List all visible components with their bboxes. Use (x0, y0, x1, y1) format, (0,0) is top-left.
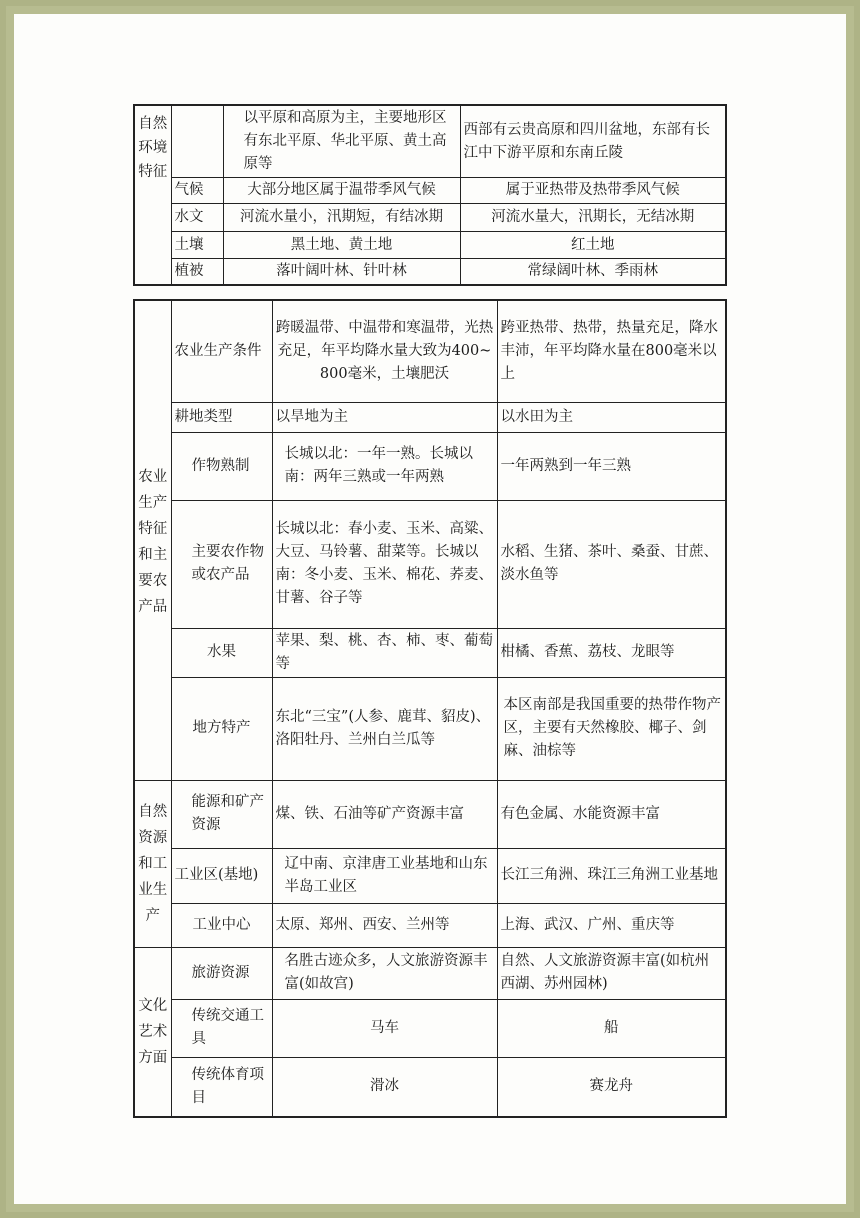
south-cell: 跨亚热带、热带，热量充足，降水丰沛，年平均降水量在800毫米以上 (497, 300, 726, 402)
row-label: 作物熟制 (171, 432, 272, 500)
north-cell: 长城以北：春小麦、玉米、高粱、大豆、马铃薯、甜菜等。长城以南：冬小麦、玉米、棉花、荞麦、甘薯、谷子等 (272, 500, 497, 628)
table-row (134, 1057, 726, 1117)
south-cell: 船 (497, 999, 726, 1057)
north-cell: 河流水量小，汛期短，有结冰期 (223, 204, 460, 232)
table-row (134, 432, 726, 500)
natural-environment-table (133, 104, 727, 286)
row-label: 工业中心 (171, 903, 272, 947)
north-cell: 大部分地区属于温带季风气候 (223, 178, 460, 204)
south-cell: 红土地 (460, 232, 726, 259)
south-cell: 赛龙舟 (497, 1057, 726, 1117)
table-row (134, 105, 726, 178)
south-cell: 柑橘、香蕉、荔枝、龙眼等 (497, 628, 726, 677)
north-cell: 落叶阔叶林、针叶林 (223, 259, 460, 286)
south-cell: 有色金属、水能资源丰富 (497, 780, 726, 848)
table-row (134, 780, 726, 848)
table-row (134, 259, 726, 286)
row-label: 植被 (171, 259, 223, 286)
row-label: 农业生产条件 (171, 300, 272, 402)
north-cell: 长城以北：一年一熟。长城以南：两年三熟或一年两熟 (272, 432, 497, 500)
south-cell: 长江三角洲、珠江三角洲工业基地 (497, 848, 726, 903)
table-row (134, 178, 726, 204)
north-cell: 苹果、梨、桃、杏、柿、枣、葡萄等 (272, 628, 497, 677)
category-label: 农业生产特征和主要农产品 (138, 469, 168, 616)
north-cell: 以旱地为主 (272, 402, 497, 432)
table-row (134, 999, 726, 1057)
north-cell: 太原、郑州、西安、兰州等 (272, 903, 497, 947)
row-label: 水文 (171, 204, 223, 232)
table-row (134, 628, 726, 677)
south-cell: 一年两熟到一年三熟 (497, 432, 726, 500)
row-label: 传统交通工具 (171, 999, 272, 1057)
north-cell: 马车 (272, 999, 497, 1057)
south-cell: 上海、武汉、广州、重庆等 (497, 903, 726, 947)
table-row (134, 947, 726, 999)
row-label: 地方特产 (171, 677, 272, 780)
row-label (171, 105, 223, 178)
table-row (134, 402, 726, 432)
table-row (134, 300, 726, 402)
row-label: 主要农作物或农产品 (171, 500, 272, 628)
row-label: 土壤 (171, 232, 223, 259)
production-culture-table (133, 299, 727, 1118)
table-row (134, 204, 726, 232)
table-row (134, 500, 726, 628)
south-cell: 以水田为主 (497, 402, 726, 432)
category-cell-culture: 文化艺术方面 (134, 947, 171, 1117)
category-cell: 自然环境特征 (134, 105, 171, 285)
table-row (134, 848, 726, 903)
north-cell: 煤、铁、石油等矿产资源丰富 (272, 780, 497, 848)
row-label: 能源和矿产资源 (171, 780, 272, 848)
north-cell: 东北“三宝”(人参、鹿茸、貂皮)、洛阳牡丹、兰州白兰瓜等 (272, 677, 497, 780)
category-cell-agriculture (134, 300, 171, 780)
north-cell: 辽中南、京津唐工业基地和山东半岛工业区 (272, 848, 497, 903)
north-cell: 以平原和高原为主，主要地形区有东北平原、华北平原、黄土高原等 (223, 105, 460, 178)
table-row (134, 232, 726, 259)
row-label: 水果 (171, 628, 272, 677)
south-cell: 河流水量大，汛期长，无结冰期 (460, 204, 726, 232)
row-label: 耕地类型 (171, 402, 272, 432)
south-cell: 自然、人文旅游资源丰富(如杭州西湖、苏州园林) (497, 947, 726, 999)
row-label: 旅游资源 (171, 947, 272, 999)
north-cell: 黑土地、黄土地 (223, 232, 460, 259)
north-cell: 名胜古迹众多，人文旅游资源丰富(如故宫) (272, 947, 497, 999)
south-cell: 本区南部是我国重要的热带作物产区，主要有天然橡胶、椰子、剑麻、油棕等 (497, 677, 726, 780)
south-cell: 属于亚热带及热带季风气候 (460, 178, 726, 204)
south-cell: 常绿阔叶林、季雨林 (460, 259, 726, 286)
row-label: 传统体育项目 (171, 1057, 272, 1117)
row-label: 工业区(基地) (171, 848, 272, 903)
table-row (134, 677, 726, 780)
north-cell: 跨暖温带、中温带和寒温带，光热充足，年平均降水量大致为400~800毫米，土壤肥沃 (272, 300, 497, 402)
south-cell: 西部有云贵高原和四川盆地，东部有长江中下游平原和东南丘陵 (460, 105, 726, 178)
category-cell-industry: 自然资源和工业生产 (134, 780, 171, 947)
north-cell: 滑冰 (272, 1057, 497, 1117)
table-row (134, 903, 726, 947)
south-cell: 水稻、生猪、茶叶、桑蚕、甘蔗、淡水鱼等 (497, 500, 726, 628)
row-label: 气候 (171, 178, 223, 204)
